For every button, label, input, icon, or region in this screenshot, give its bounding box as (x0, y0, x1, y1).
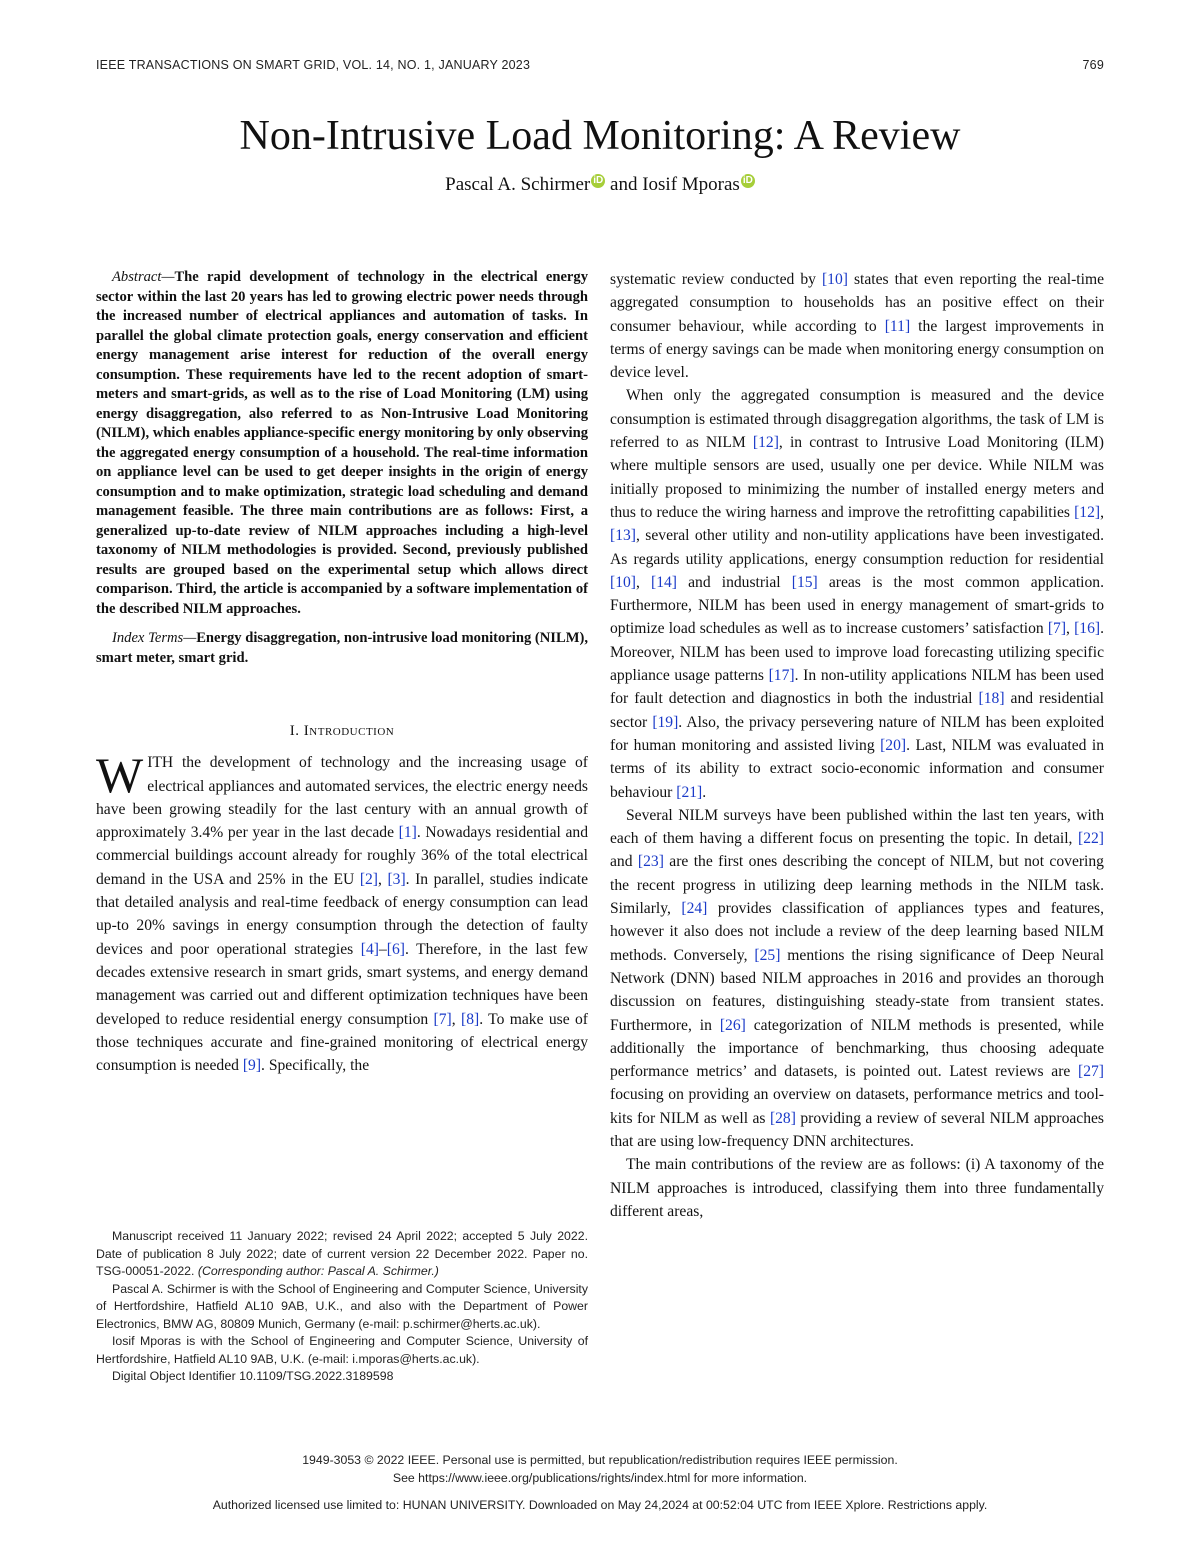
citation-link[interactable]: [8] (461, 1010, 480, 1028)
citation-link[interactable]: [21] (676, 783, 703, 801)
text-run: categorization of NILM methods is presented, while additionally the importance of benchmarking, thus choosing adequate performance metrics’ and datasets, is pointed out. Latest reviews are (610, 1016, 1104, 1081)
text-run: Manuscript received 11 January 2022; revised 24 April 2022; accepted 5 July 2022. Date of publication 8 July 2022; date of current version 22 December 2022. Paper no. TSG-00051-2022. (96, 1229, 588, 1278)
rights-link[interactable]: See https://www.ieee.org/publications/rights/index.html for more information. (392, 1471, 808, 1485)
citation-link[interactable]: [1] (398, 824, 417, 842)
orcid-icon[interactable]: iD (593, 175, 604, 186)
text-run: , (451, 1010, 461, 1028)
citation-link[interactable]: [20] (880, 736, 907, 754)
citation-link[interactable]: [26] (719, 1016, 746, 1034)
body-paragraph (610, 384, 1104, 803)
body-paragraph (610, 804, 1104, 1153)
citation-link[interactable]: [27] (1078, 1063, 1104, 1081)
text-run: . Last, NILM was evaluated in terms of its ability to extract socio-economic information and consumer behaviour (610, 736, 1105, 801)
text-run: and industrial (676, 573, 792, 591)
body-paragraph (610, 268, 1104, 384)
orcid-icon[interactable]: iD (742, 175, 753, 186)
paper-title: Non-Intrusive Load Monitoring: A Review (239, 113, 961, 159)
text-run: the largest improvements in terms of energy savings can be made when monitoring energy consumption on device level. (610, 317, 1104, 382)
text-run: Several NILM surveys have been published within the last ten years, with each of them having a different focus on presenting the topic. In detail, (610, 806, 1104, 848)
text-run: . Nowadays residential and commercial buildings account already for roughly 36% of the total electrical demand in the USA and 25% in the EU (96, 824, 588, 888)
index-terms-text: Energy disaggregation, non-intrusive load monitoring (NILM), smart meter, smart grid. (96, 630, 588, 666)
section-heading-introduction (96, 720, 588, 743)
text-run: . Specifically, the (261, 1057, 370, 1075)
text-run: providing a review of several NILM approaches that are using low-frequency DNN architectures. (610, 1109, 1104, 1150)
citation-link[interactable]: [17] (768, 667, 795, 685)
running-header (96, 58, 1104, 72)
footnote-author-1: Pascal A. Schirmer is with the School of Engineering and Computer Science, University of Hertfordshire, Hatfield AL10 9AB, U.K., and also with the Department of Power Electronics, BMW AG, 80809 Munich, Germany (e-mail: p.schirmer@herts.ac.uk). (96, 1281, 588, 1331)
citation-link[interactable]: [25] (754, 946, 781, 964)
abstract-text: The rapid development of technology in the electrical energy sector within the last 20 years has led to growing electric power needs through the increased number of electrical appliances and automation of tasks. In parallel the global climate protection goals, energy conservation and efficient energy management arise interest for reduction of the overall energy consumption. These requirements have led to the recent adoption of smart-meters and smart-grids, as well as to the rise of Load Monitoring (LM) using energy disaggregation, also referred to as Non-Intrusive Load Monitoring (NILM), which enables appliance-specific energy monitoring by only observing the aggregated energy consumption of a household. The real-time information on appliance level can be used to get deeper insights in the origin of energy consumption and to make optimization, strategic load scheduling and demand management feasible. The three main contributions are as follows: First, a generalized up-to-date review of NILM approaches including a high-level taxonomy of NILM methodologies is provided. Second, previously published results are grouped based on the experimental setup which allows direct comparison. Third, the article is accompanied by a software implementation of the described NILM approaches. (96, 269, 588, 617)
citation-link[interactable]: [19] (652, 713, 679, 731)
text-run: , several other utility and non-utility applications have been investigated. As regards utility applications, energy consumption reduction for residential (610, 527, 1104, 568)
author-second: Iosif Mporas (642, 174, 740, 195)
citation-link[interactable]: [6] (386, 940, 405, 958)
citation-link[interactable]: [18] (978, 690, 1005, 708)
author-connector: and (610, 174, 638, 195)
text-run: , (635, 573, 651, 591)
intro-paragraph (96, 747, 589, 1077)
copyright-line: 1949-3053 © 2022 IEEE. Personal use is permitted, but republication/redistribution requires IEEE permission. (302, 1453, 898, 1467)
text-run: focusing on providing an overview on datasets, performance metrics and tool-kits for NILM as well as (610, 1086, 1104, 1127)
citation-link[interactable]: [16] (1074, 620, 1101, 638)
footnote-manuscript (96, 1228, 588, 1281)
citation-link[interactable]: [7] (1047, 620, 1067, 638)
citation-link[interactable]: [2] (359, 870, 378, 888)
text-run: When only the aggregated consumption is measured and the device consumption is estimated through disaggregation algorithms, the task of LM is referred to as NILM (610, 387, 1104, 452)
body-paragraph: The main contributions of the review are as follows: (i) A taxonomy of the NILM approaches is introduced, classifying them into three fundamentally different areas, (610, 1156, 1104, 1220)
citation-link[interactable]: [10] (821, 271, 848, 288)
citation-link[interactable]: [9] (242, 1057, 262, 1075)
text-run: , (378, 870, 388, 888)
journal-header: IEEE TRANSACTIONS ON SMART GRID, VOL. 14, NO. 1, JANUARY 2023 (96, 58, 531, 72)
text-run: areas is the most common application. Furthermore, NILM has been used in energy management of smart-grids to optimize load schedules as well as to increase customers’ satisfaction (610, 573, 1104, 638)
left-column (96, 268, 588, 1077)
text-run: mentions the rising significance of Deep Neural Network (DNN) based NILM approaches in 2016 and provides an thorough discussion on features, distinguishing steady-state from transient states. Furthermore, in (610, 946, 1104, 1034)
citation-link[interactable]: [22] (1078, 830, 1104, 848)
text-run: , (1100, 503, 1104, 521)
text-run: . Also, the privacy persevering nature of NILM has been exploited for human monitoring and assisted living (610, 713, 1104, 754)
footnote-author-2: Iosif Mporas is with the School of Engineering and Computer Science, University of Hertfordshire, Hatfield AL10 9AB, U.K. (e-mail: i.mporas@herts.ac.uk). (96, 1334, 588, 1366)
citation-link[interactable]: [24] (681, 900, 708, 918)
text-run: , in contrast to Intrusive Load Monitoring (ILM) where multiple sensors are used, usually one per device. While NILM was initially proposed to minimizing the number of installed energy meters and thus to reduce the wiring harness and improve the retrofitting capabilities (610, 434, 1104, 521)
license-notice: Authorized licensed use limited to: HUNAN UNIVERSITY. Downloaded on May 24,2024 at 00:52:04 UTC from IEEE Xplore. Restrictions apply. (212, 1498, 988, 1512)
text-run: . In non-utility applications NILM has been used for fault detection and diagnostics in both the industrial (610, 667, 1104, 708)
text-run: . (702, 783, 707, 801)
text-run: . Therefore, in the last few decades extensive research in smart grids, smart systems, and energy demand management was carried out and different optimization techniques have been developed to reduce residential energy consumption (96, 940, 588, 1028)
index-terms (96, 629, 588, 668)
section-title: Introduction (303, 723, 395, 739)
citation-link[interactable]: [4] (360, 940, 379, 958)
citation-link[interactable]: [11] (884, 317, 911, 335)
drop-cap: W (96, 747, 144, 804)
index-terms-label: Index Terms— (112, 630, 197, 646)
citation-link[interactable]: [15] (791, 573, 818, 591)
citation-link[interactable]: [10] (610, 573, 636, 591)
author-first: Pascal A. Schirmer (445, 174, 591, 195)
copyright-notice (0, 1451, 1200, 1487)
text-run: . To make use of those techniques accurate and fine-grained monitoring of electrical energy consumption is needed (96, 1010, 588, 1075)
text-run: and (610, 853, 638, 871)
citation-link[interactable]: [7] (433, 1010, 452, 1028)
citation-link[interactable]: [14] (651, 573, 677, 591)
text-run: . Moreover, NILM has been used to improve load forecasting utilizing specific appliance usage patterns (610, 620, 1104, 685)
citation-link[interactable]: [3] (387, 870, 406, 888)
author-line (0, 174, 1200, 196)
footnote-doi: Digital Object Identifier 10.1109/TSG.2022.3189598 (112, 1369, 394, 1383)
text-run: systematic review conducted by (610, 271, 822, 288)
abstract (96, 268, 588, 619)
citation-link[interactable]: [12] (752, 434, 779, 452)
text-run: . In parallel, studies indicate that detailed analysis and real-time feedback of energy consumption can lead up-to 20% savings in energy consumption through the detection of faulty devices and poor operational strategies (96, 870, 589, 958)
text-run: states that even reporting the real-time aggregated consumption to households has an positive effect on their consumer behaviour, while according to (610, 271, 1104, 335)
footnotes (96, 1228, 588, 1386)
text-run: – (378, 940, 387, 958)
right-column (610, 268, 1104, 1223)
section-number: I. (289, 723, 300, 739)
page-number: 769 (1082, 58, 1104, 72)
text-run: and residential sector (610, 690, 1105, 731)
text-run: are the first ones describing the concept of NILM, but not covering the recent progress in utilizing deep learning methods in the NILM task. Similarly, (610, 853, 1104, 918)
citation-link[interactable]: [13] (610, 527, 636, 545)
text-run: provides classification of appliances types and features, however it also does not include a review of the deep learning based NILM methods. Conversely, (610, 900, 1104, 964)
text-run: ITH the development of technology and the increasing usage of electrical appliances and automated services, the electric energy needs have been growing steadily for the last century with an annual growth of approximately 3.4% per year in the last decade (96, 754, 588, 842)
text-run: , (1066, 620, 1075, 638)
citation-link[interactable]: [12] (1074, 503, 1101, 521)
citation-link[interactable]: [23] (637, 853, 664, 871)
citation-link[interactable]: [28] (769, 1109, 796, 1127)
corresponding-author: (Corresponding author: Pascal A. Schirmer.) (197, 1264, 439, 1278)
abstract-label: Abstract— (112, 269, 175, 285)
